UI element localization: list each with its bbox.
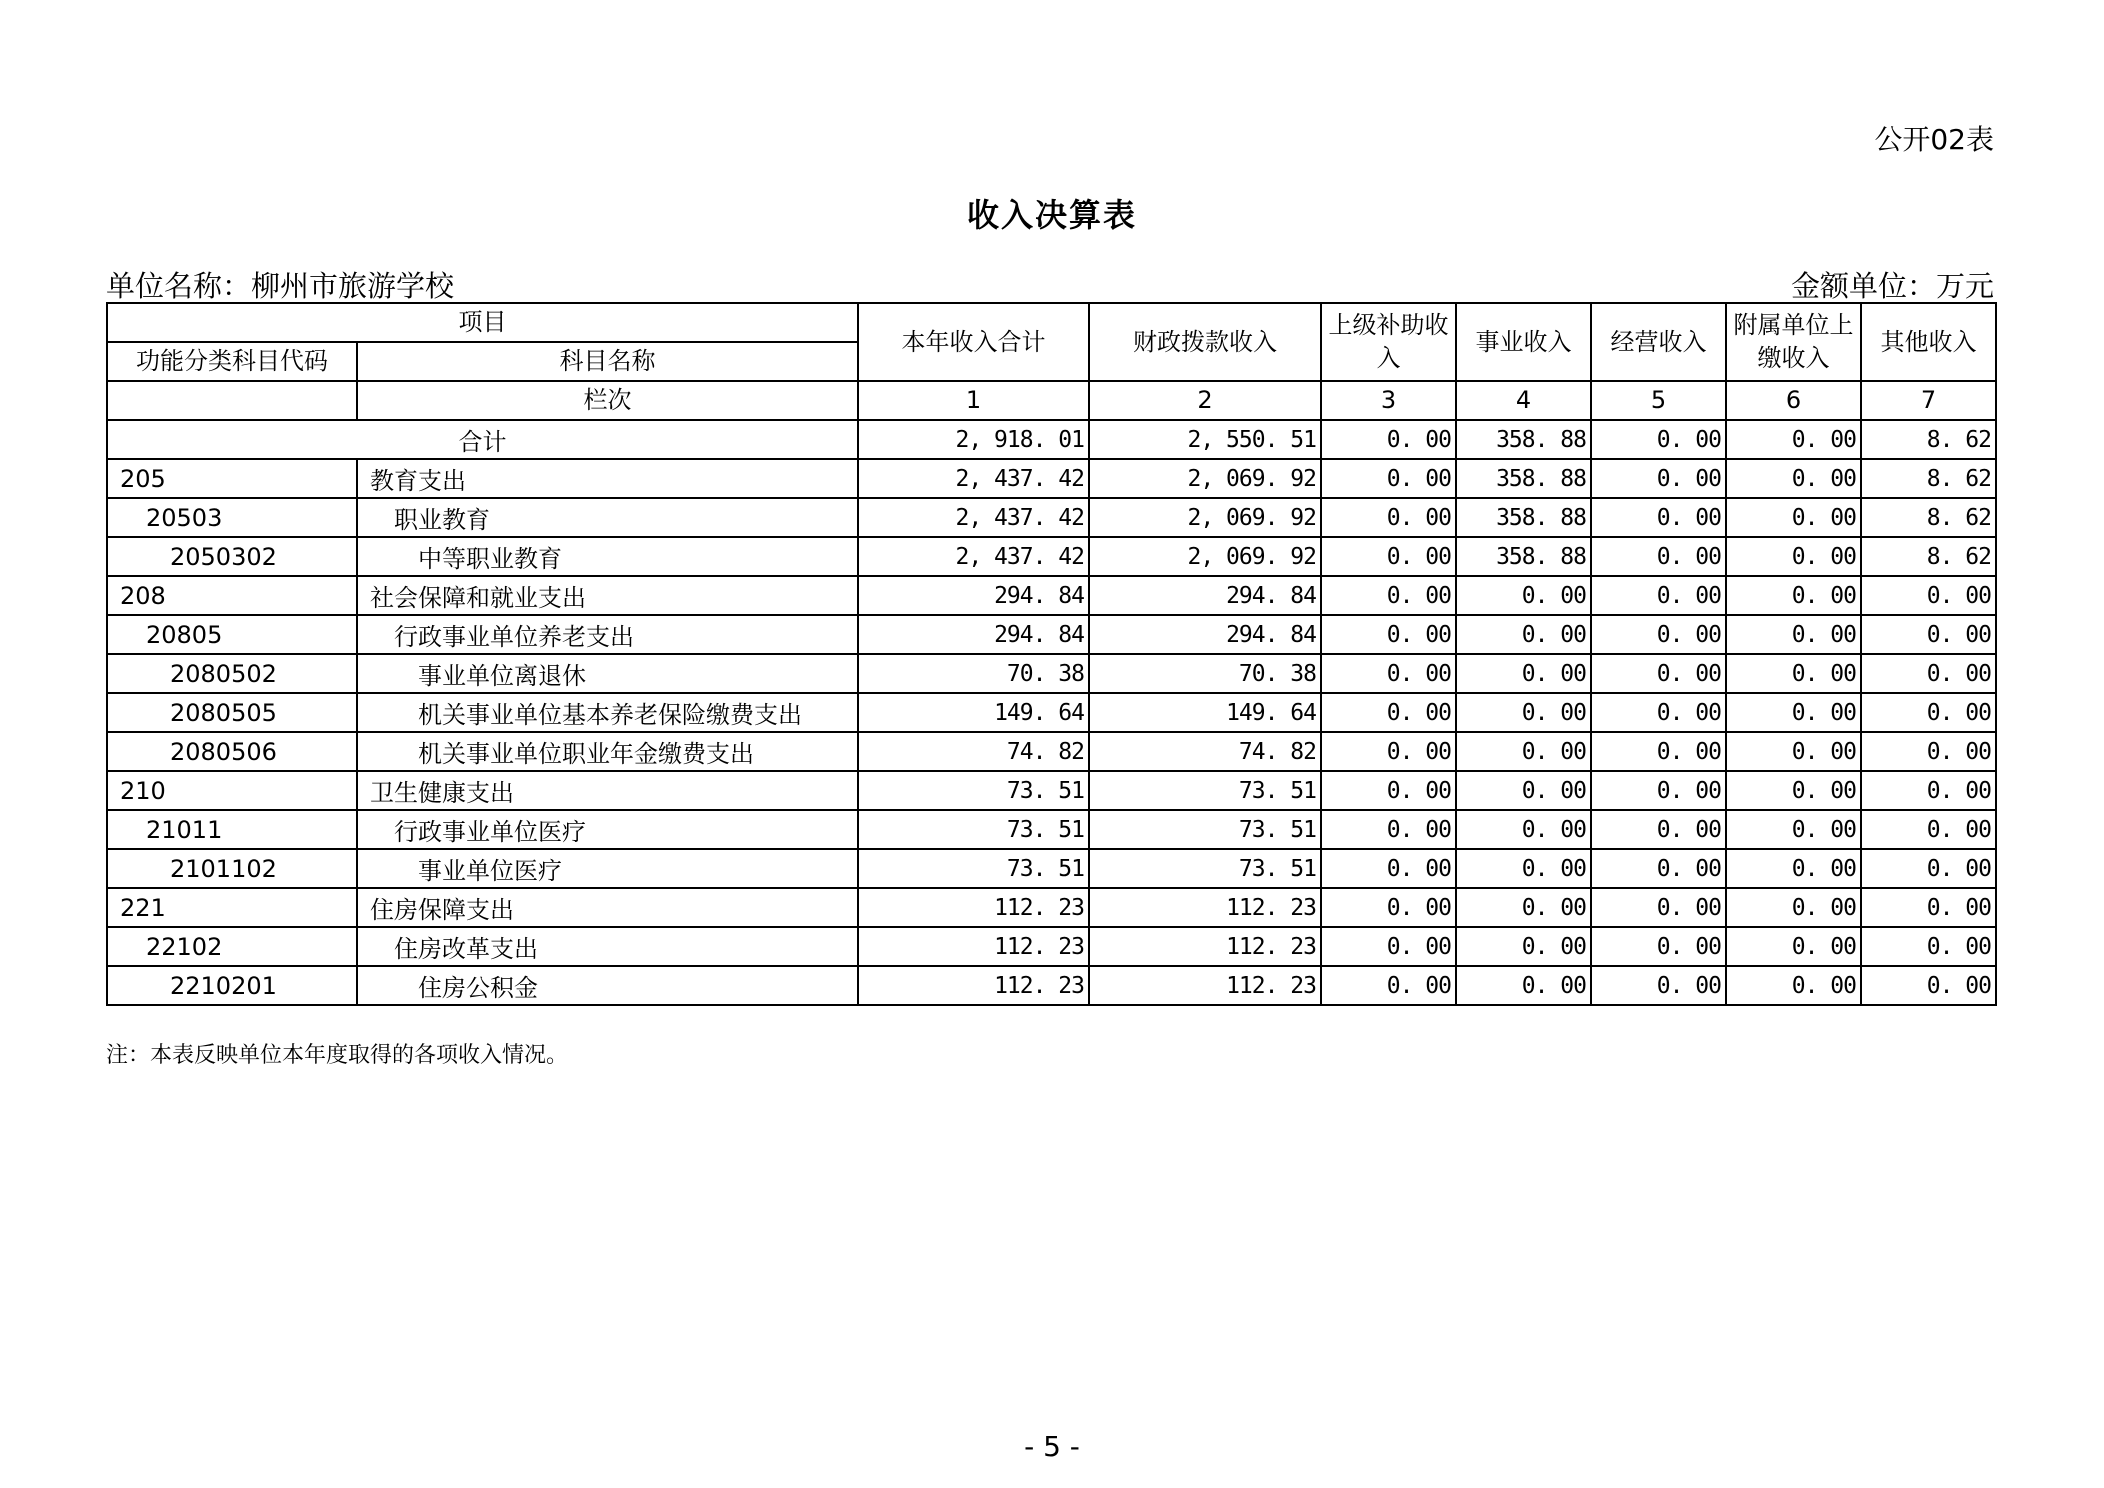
subject-name: 住房保障支出 xyxy=(357,888,858,927)
amount-cell: 0. 00 xyxy=(1591,927,1726,966)
page-number: - 5 - xyxy=(1024,1430,1080,1463)
header-col-seq: 栏次 xyxy=(357,381,858,420)
amount-cell: 2, 069. 92 xyxy=(1089,498,1321,537)
subject-name: 教育支出 xyxy=(357,459,858,498)
amount-cell: 2, 437. 42 xyxy=(858,537,1089,576)
table-row xyxy=(107,615,1996,654)
header-other: 其他收入 xyxy=(1861,303,1996,381)
amount-cell: 0. 00 xyxy=(1726,459,1861,498)
table-row xyxy=(107,537,1996,576)
amount-cell: 0. 00 xyxy=(1591,810,1726,849)
subject-name: 机关事业单位基本养老保险缴费支出 xyxy=(357,693,858,732)
subject-code: 221 xyxy=(107,888,357,927)
amount-cell: 0. 00 xyxy=(1591,576,1726,615)
table-row xyxy=(107,966,1996,1005)
col-number: 5 xyxy=(1591,381,1726,420)
amount-cell: 0. 00 xyxy=(1456,732,1591,771)
subject-code: 2080506 xyxy=(107,732,357,771)
col-number: 7 xyxy=(1861,381,1996,420)
amount-cell: 0. 00 xyxy=(1456,849,1591,888)
amount-cell: 0. 00 xyxy=(1591,459,1726,498)
subject-code: 20805 xyxy=(107,615,357,654)
amount-cell: 112. 23 xyxy=(1089,966,1321,1005)
amount-cell: 0. 00 xyxy=(1321,693,1456,732)
total-value: 0. 00 xyxy=(1591,420,1726,459)
subject-code: 205 xyxy=(107,459,357,498)
seq-blank xyxy=(107,381,357,420)
table-row xyxy=(107,732,1996,771)
amount-cell: 0. 00 xyxy=(1321,537,1456,576)
subject-name: 行政事业单位养老支出 xyxy=(357,615,858,654)
amount-cell: 73. 51 xyxy=(858,771,1089,810)
amount-cell: 0. 00 xyxy=(1321,927,1456,966)
subject-code: 208 xyxy=(107,576,357,615)
amount-cell: 0. 00 xyxy=(1456,576,1591,615)
amount-cell: 0. 00 xyxy=(1591,537,1726,576)
amount-cell: 0. 00 xyxy=(1591,693,1726,732)
col-number: 1 xyxy=(858,381,1089,420)
table-row xyxy=(107,576,1996,615)
amount-cell: 0. 00 xyxy=(1321,771,1456,810)
amount-cell: 0. 00 xyxy=(1861,693,1996,732)
amount-cell: 112. 23 xyxy=(858,966,1089,1005)
amount-cell: 0. 00 xyxy=(1321,576,1456,615)
amount-cell: 0. 00 xyxy=(1456,810,1591,849)
amount-unit: 金额单位：万元 xyxy=(1790,269,1994,303)
amount-cell: 0. 00 xyxy=(1321,966,1456,1005)
amount-cell: 149. 64 xyxy=(1089,693,1321,732)
subject-name: 事业单位离退休 xyxy=(357,654,858,693)
amount-cell: 0. 00 xyxy=(1861,576,1996,615)
amount-cell: 358. 88 xyxy=(1456,459,1591,498)
amount-cell: 0. 00 xyxy=(1726,966,1861,1005)
amount-cell: 0. 00 xyxy=(1456,693,1591,732)
subject-name: 社会保障和就业支出 xyxy=(357,576,858,615)
unit-name: 单位名称：柳州市旅游学校 xyxy=(106,269,455,303)
amount-cell: 73. 51 xyxy=(1089,849,1321,888)
col-number: 3 xyxy=(1321,381,1456,420)
total-value: 0. 00 xyxy=(1726,420,1861,459)
col-number: 4 xyxy=(1456,381,1591,420)
income-table xyxy=(106,302,1997,1006)
amount-cell: 2, 069. 92 xyxy=(1089,459,1321,498)
amount-cell: 294. 84 xyxy=(858,576,1089,615)
amount-cell: 0. 00 xyxy=(1321,615,1456,654)
amount-cell: 73. 51 xyxy=(1089,810,1321,849)
amount-cell: 0. 00 xyxy=(1321,654,1456,693)
amount-cell: 0. 00 xyxy=(1591,654,1726,693)
amount-cell: 0. 00 xyxy=(1861,927,1996,966)
total-value: 8. 62 xyxy=(1861,420,1996,459)
table-note: 注：本表反映单位本年度取得的各项收入情况。 xyxy=(106,1043,569,1068)
amount-cell: 0. 00 xyxy=(1456,771,1591,810)
amount-cell: 0. 00 xyxy=(1321,459,1456,498)
amount-cell: 0. 00 xyxy=(1321,849,1456,888)
subject-code: 2080502 xyxy=(107,654,357,693)
amount-cell: 8. 62 xyxy=(1861,537,1996,576)
amount-cell: 0. 00 xyxy=(1726,654,1861,693)
table-row xyxy=(107,459,1996,498)
amount-cell: 0. 00 xyxy=(1726,615,1861,654)
amount-cell: 0. 00 xyxy=(1726,576,1861,615)
header-func-code: 功能分类科目代码 xyxy=(107,342,357,381)
amount-cell: 8. 62 xyxy=(1861,459,1996,498)
amount-cell: 0. 00 xyxy=(1456,927,1591,966)
amount-cell: 0. 00 xyxy=(1861,966,1996,1005)
subject-name: 住房公积金 xyxy=(357,966,858,1005)
amount-cell: 0. 00 xyxy=(1726,849,1861,888)
table-number-label: 公开02表 xyxy=(1874,123,1994,156)
table-row xyxy=(107,888,1996,927)
amount-cell: 0. 00 xyxy=(1861,888,1996,927)
amount-cell: 0. 00 xyxy=(1726,771,1861,810)
col-number: 2 xyxy=(1089,381,1321,420)
table-row xyxy=(107,654,1996,693)
amount-cell: 0. 00 xyxy=(1861,771,1996,810)
amount-cell: 0. 00 xyxy=(1591,888,1726,927)
amount-cell: 294. 84 xyxy=(1089,615,1321,654)
amount-cell: 0. 00 xyxy=(1726,810,1861,849)
header-business: 事业收入 xyxy=(1456,303,1591,381)
subject-code: 210 xyxy=(107,771,357,810)
header-subject-name: 科目名称 xyxy=(357,342,858,381)
subject-name: 机关事业单位职业年金缴费支出 xyxy=(357,732,858,771)
amount-cell: 0. 00 xyxy=(1321,498,1456,537)
total-value: 358. 88 xyxy=(1456,420,1591,459)
amount-cell: 2, 437. 42 xyxy=(858,498,1089,537)
total-value: 2, 918. 01 xyxy=(858,420,1089,459)
table-row xyxy=(107,849,1996,888)
subject-name: 行政事业单位医疗 xyxy=(357,810,858,849)
total-row xyxy=(107,420,1996,459)
amount-cell: 0. 00 xyxy=(1861,810,1996,849)
amount-cell: 0. 00 xyxy=(1591,498,1726,537)
amount-cell: 294. 84 xyxy=(858,615,1089,654)
amount-cell: 2, 437. 42 xyxy=(858,459,1089,498)
table-row xyxy=(107,771,1996,810)
amount-cell: 112. 23 xyxy=(1089,927,1321,966)
subject-code: 20503 xyxy=(107,498,357,537)
subject-name: 职业教育 xyxy=(357,498,858,537)
amount-cell: 0. 00 xyxy=(1591,849,1726,888)
page-title: 收入决算表 xyxy=(966,196,1137,234)
col-number: 6 xyxy=(1726,381,1861,420)
amount-cell: 0. 00 xyxy=(1321,810,1456,849)
amount-cell: 0. 00 xyxy=(1726,927,1861,966)
amount-cell: 358. 88 xyxy=(1456,498,1591,537)
subject-code: 22102 xyxy=(107,927,357,966)
amount-cell: 149. 64 xyxy=(858,693,1089,732)
amount-cell: 358. 88 xyxy=(1456,537,1591,576)
amount-cell: 0. 00 xyxy=(1726,693,1861,732)
amount-cell: 0. 00 xyxy=(1456,654,1591,693)
amount-cell: 0. 00 xyxy=(1726,498,1861,537)
header-superior: 上级补助收入 xyxy=(1321,303,1456,381)
header-total-income: 本年收入合计 xyxy=(858,303,1089,381)
amount-cell: 0. 00 xyxy=(1591,966,1726,1005)
amount-cell: 73. 51 xyxy=(858,810,1089,849)
table-row xyxy=(107,810,1996,849)
subject-code: 2101102 xyxy=(107,849,357,888)
amount-cell: 112. 23 xyxy=(858,888,1089,927)
table-row xyxy=(107,927,1996,966)
amount-cell: 0. 00 xyxy=(1321,732,1456,771)
header-row-1 xyxy=(107,303,1996,342)
amount-cell: 294. 84 xyxy=(1089,576,1321,615)
header-operating: 经营收入 xyxy=(1591,303,1726,381)
table-row xyxy=(107,693,1996,732)
total-label: 合计 xyxy=(107,420,858,459)
header-affiliated: 附属单位上缴收入 xyxy=(1726,303,1861,381)
amount-cell: 0. 00 xyxy=(1591,615,1726,654)
amount-cell: 0. 00 xyxy=(1591,771,1726,810)
amount-cell: 112. 23 xyxy=(858,927,1089,966)
amount-cell: 0. 00 xyxy=(1861,849,1996,888)
amount-cell: 8. 62 xyxy=(1861,498,1996,537)
amount-cell: 2, 069. 92 xyxy=(1089,537,1321,576)
table-row xyxy=(107,498,1996,537)
subject-code: 2210201 xyxy=(107,966,357,1005)
amount-cell: 0. 00 xyxy=(1591,732,1726,771)
header-row-seq xyxy=(107,381,1996,420)
subject-name: 中等职业教育 xyxy=(357,537,858,576)
amount-cell: 70. 38 xyxy=(858,654,1089,693)
total-value: 2, 550. 51 xyxy=(1089,420,1321,459)
header-project: 项目 xyxy=(107,303,858,342)
amount-cell: 0. 00 xyxy=(1456,615,1591,654)
total-value: 0. 00 xyxy=(1321,420,1456,459)
subject-code: 2080505 xyxy=(107,693,357,732)
amount-cell: 112. 23 xyxy=(1089,888,1321,927)
amount-cell: 0. 00 xyxy=(1321,888,1456,927)
amount-cell: 0. 00 xyxy=(1726,537,1861,576)
amount-cell: 0. 00 xyxy=(1861,615,1996,654)
amount-cell: 70. 38 xyxy=(1089,654,1321,693)
amount-cell: 0. 00 xyxy=(1456,888,1591,927)
amount-cell: 73. 51 xyxy=(858,849,1089,888)
subject-name: 住房改革支出 xyxy=(357,927,858,966)
amount-cell: 0. 00 xyxy=(1456,966,1591,1005)
amount-cell: 0. 00 xyxy=(1861,732,1996,771)
amount-cell: 0. 00 xyxy=(1726,732,1861,771)
header-fiscal: 财政拨款收入 xyxy=(1089,303,1321,381)
amount-cell: 73. 51 xyxy=(1089,771,1321,810)
subject-code: 2050302 xyxy=(107,537,357,576)
amount-cell: 0. 00 xyxy=(1726,888,1861,927)
amount-cell: 74. 82 xyxy=(1089,732,1321,771)
subject-code: 21011 xyxy=(107,810,357,849)
amount-cell: 0. 00 xyxy=(1861,654,1996,693)
subject-name: 卫生健康支出 xyxy=(357,771,858,810)
amount-cell: 74. 82 xyxy=(858,732,1089,771)
subject-name: 事业单位医疗 xyxy=(357,849,858,888)
